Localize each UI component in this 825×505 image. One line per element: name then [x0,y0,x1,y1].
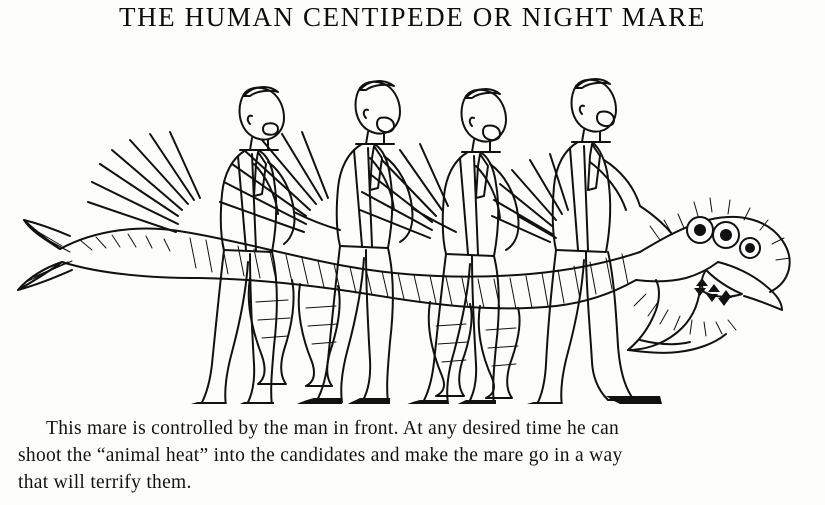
caption-line-1: This mare is controlled by the man in front. At any desired time he can [46,418,620,439]
caption-text [18,415,808,496]
human-centipede-night-mare-illustration [0,34,825,404]
caption-line-3: that will terrify them. [18,472,192,493]
caption-line-2: shoot the “animal heat” into the candidates and make the mare go in a way [18,445,623,466]
page-title: THE HUMAN CENTIPEDE OR NIGHT MARE [118,2,707,32]
